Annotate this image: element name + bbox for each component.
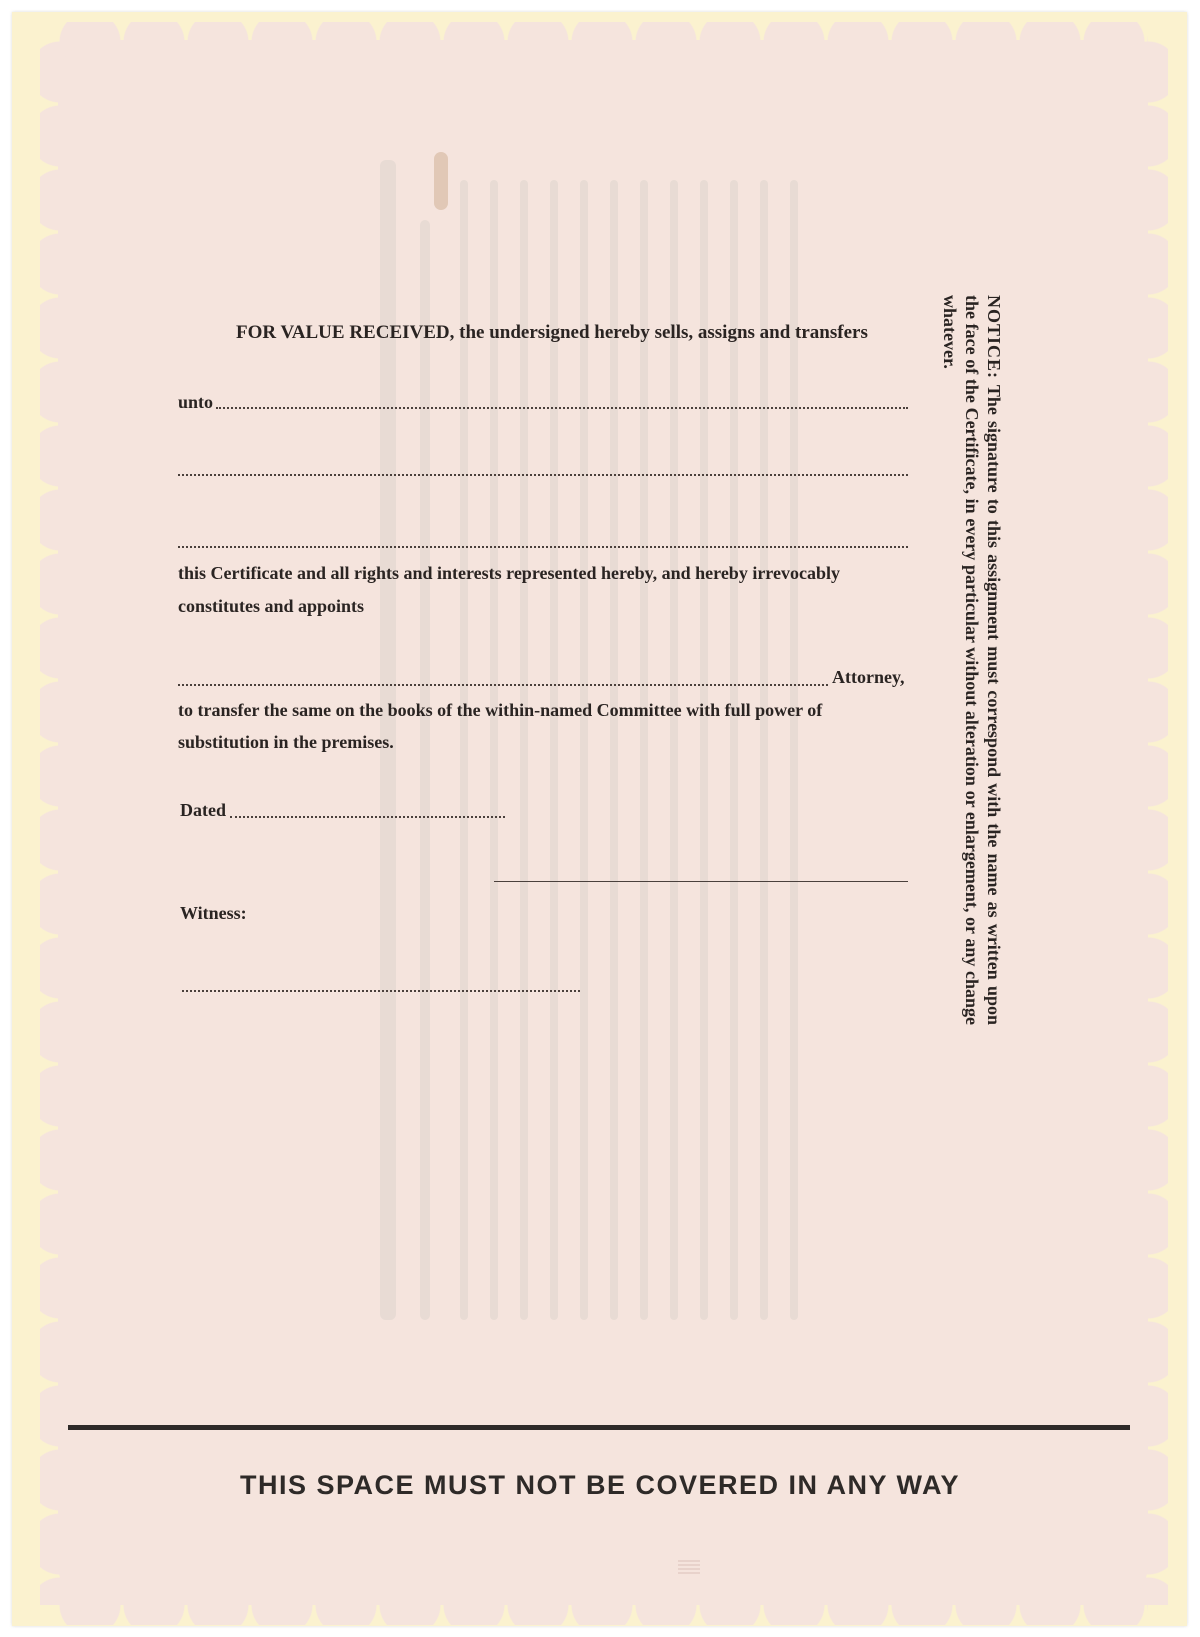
no-cover-warning: THIS SPACE MUST NOT BE COVERED IN ANY WAY — [239, 1470, 961, 1500]
attorney-line[interactable] — [178, 684, 828, 686]
signature-notice — [939, 295, 1005, 1025]
witness-label: Witness: — [180, 903, 247, 923]
date-line[interactable] — [230, 816, 505, 818]
rights-text-line2: constitutes and appoints — [178, 596, 365, 616]
intro-text: the undersigned hereby sells, assigns and transfers — [459, 322, 868, 343]
dated-label: Dated — [180, 800, 226, 820]
unto-label: unto — [178, 392, 214, 412]
assignee-line-2[interactable] — [178, 474, 908, 476]
assignment-intro — [236, 322, 868, 344]
signature-line[interactable] — [494, 881, 908, 882]
transfer-text-line1: to transfer the same on the books of the within-named Committee with full power of — [178, 700, 823, 720]
bottom-rule — [68, 1425, 1130, 1430]
notice-text: The signature to this assignment must correspond with the name as written upon the face of the Certificate, in every particular without alteration or enlargement, or any change whatever. — [940, 295, 1004, 1025]
paper-stain — [434, 152, 448, 210]
attorney-label: Attorney, — [832, 667, 905, 687]
assignee-line-3[interactable] — [178, 546, 908, 548]
intro-label: FOR VALUE RECEIVED, — [236, 322, 455, 343]
notice-label: NOTICE: — [984, 295, 1004, 380]
rights-text-line1: this Certificate and all rights and interests represented hereby, and hereby irrevocably — [178, 563, 840, 583]
registration-mark — [678, 1560, 700, 1576]
unto-line[interactable] — [216, 407, 908, 409]
transfer-text-line2: substitution in the premises. — [178, 732, 394, 752]
witness-line[interactable] — [182, 990, 580, 992]
